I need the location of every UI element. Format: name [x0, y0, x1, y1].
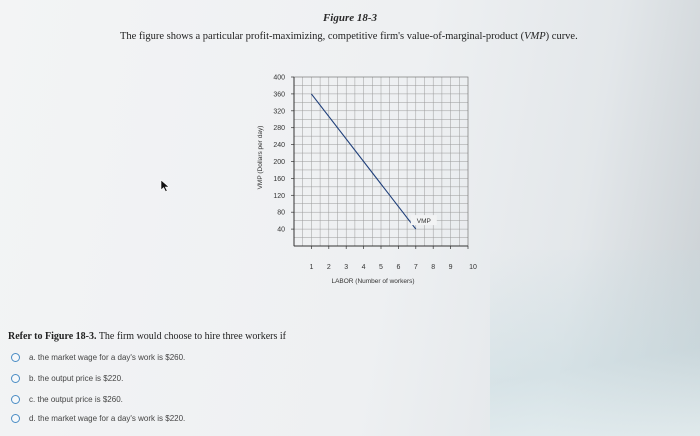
- radio-button[interactable]: [11, 395, 20, 404]
- option-letter: b.: [29, 373, 36, 383]
- x-tick-label: 3: [344, 264, 349, 271]
- radio-button[interactable]: [11, 414, 20, 423]
- option-letter: a.: [29, 352, 36, 362]
- y-tick-label: 160: [273, 175, 285, 183]
- question-body: The firm would choose to hire three workers if: [96, 331, 286, 342]
- option-c[interactable]: [11, 392, 123, 406]
- question-text: [8, 331, 286, 342]
- vmp-annotation: VMP: [416, 218, 431, 226]
- y-tick-label: 80: [277, 209, 285, 217]
- x-tick-label: 10: [469, 264, 477, 271]
- option-text: the output price is $220.: [37, 373, 124, 383]
- y-axis-label: VMP (Dollars per day): [257, 125, 264, 190]
- figure-title: Figure 18-3: [322, 12, 378, 24]
- option-a[interactable]: [11, 350, 185, 364]
- x-tick-label: 1: [309, 264, 314, 271]
- y-tick-label: 200: [273, 159, 285, 166]
- mouse-pointer-icon: [160, 179, 172, 193]
- y-tick-label: 40: [277, 226, 285, 234]
- x-tick-label: 9: [448, 264, 453, 271]
- x-tick-label: 6: [396, 264, 401, 271]
- caption-suffix: ) curve.: [545, 31, 578, 42]
- radio-button[interactable]: [11, 374, 20, 383]
- question-ref: Refer to Figure 18-3.: [8, 331, 97, 342]
- option-text: the market wage for a day's work is $260.: [37, 352, 186, 362]
- option-d[interactable]: [11, 411, 185, 425]
- caption-abbr: VMP: [524, 31, 546, 42]
- x-tick-label: 4: [361, 264, 366, 271]
- x-tick-label: 2: [326, 264, 331, 271]
- y-tick-label: 120: [273, 192, 285, 200]
- option-text: the market wage for a day's work is $220.: [37, 413, 186, 423]
- x-axis-label: LABOR (Number of workers): [331, 278, 415, 285]
- caption-prefix: The figure shows a particular profit-maximizing, competitive firm's value-of-marginal-product (: [120, 31, 525, 42]
- y-tick-label: 400: [273, 74, 285, 82]
- radio-button[interactable]: [11, 353, 20, 362]
- x-tick-label: 8: [431, 264, 436, 271]
- option-letter: c.: [29, 394, 36, 404]
- option-b[interactable]: [11, 371, 123, 385]
- y-tick-label: 280: [273, 125, 285, 133]
- y-tick-label: 360: [273, 91, 285, 99]
- option-text: the output price is $260.: [37, 394, 123, 404]
- y-tick-label: 240: [273, 142, 285, 150]
- option-letter: d.: [29, 413, 36, 423]
- x-tick-label: 5: [379, 264, 383, 271]
- x-tick-label: 7: [413, 264, 418, 271]
- y-tick-label: 320: [273, 108, 285, 116]
